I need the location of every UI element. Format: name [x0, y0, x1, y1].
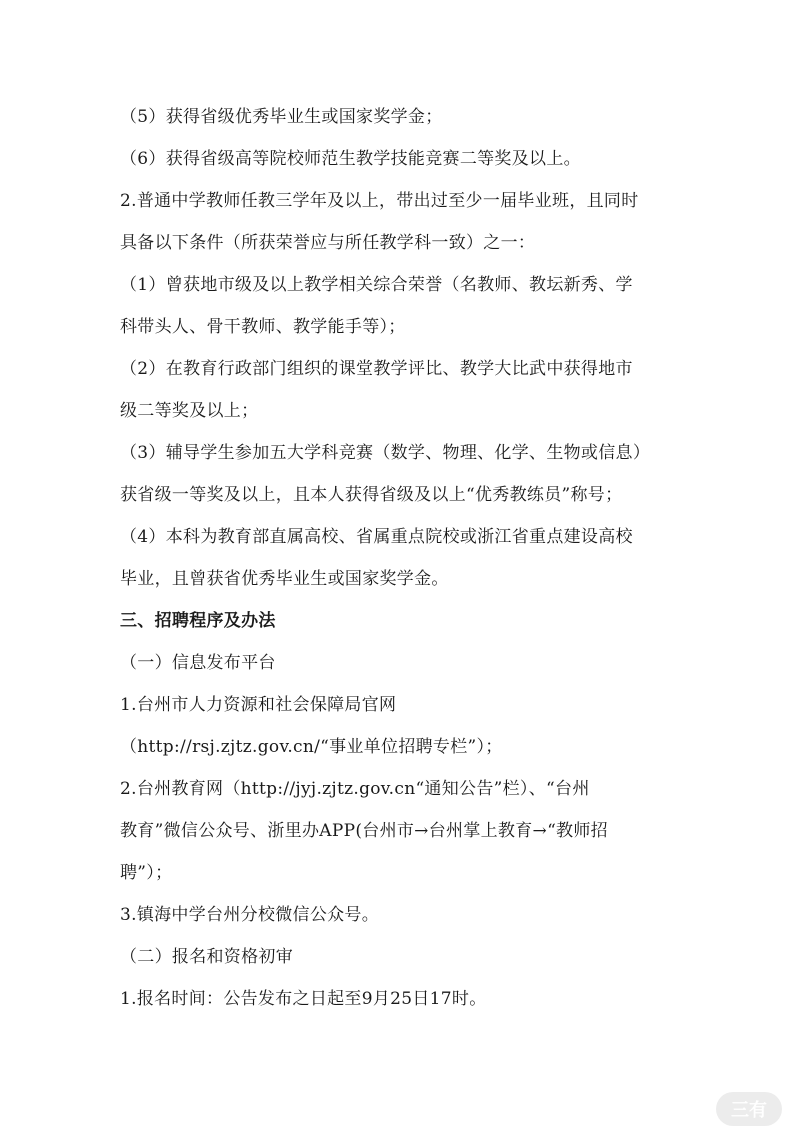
text-line: （6）获得省级高等院校师范生教学技能竞赛二等奖及以上。 — [120, 149, 581, 169]
text-line: 毕业，且曾获省优秀毕业生或国家奖学金。 — [120, 569, 449, 589]
text-line: （1）曾获地市级及以上教学相关综合荣誉（名教师、教坛新秀、学 — [120, 275, 633, 295]
text-line: （一）信息发布平台 — [120, 653, 276, 673]
text-line: 级二等奖及以上； — [120, 401, 259, 421]
section-heading: 三、招聘程序及办法 — [120, 611, 276, 631]
text-line: 具备以下条件（所获荣誉应与所任教学科一致）之一： — [120, 233, 536, 253]
text-line: 获省级一等奖及以上，且本人获得省级及以上“优秀教练员”称号； — [120, 485, 623, 505]
text-line: 科带头人、骨干教师、教学能手等）； — [120, 317, 406, 337]
text-line: （5）获得省级优秀毕业生或国家奖学金； — [120, 107, 443, 127]
text-line: （http://rsj.zjtz.gov.cn/“事业单位招聘专栏”）； — [120, 737, 503, 757]
text-line: （2）在教育行政部门组织的课堂教学评比、教学大比武中获得地市 — [120, 359, 633, 379]
text-line: （4）本科为教育部直属高校、省属重点院校或浙江省重点建设高校 — [120, 527, 633, 547]
text-line: 聘”）； — [120, 863, 173, 883]
text-line: 1.台州市人力资源和社会保障局官网 — [120, 695, 397, 715]
text-line: （3）辅导学生参加五大学科竞赛（数学、物理、化学、生物或信息） — [120, 443, 651, 463]
text-line: 2.普通中学教师任教三学年及以上，带出过至少一届毕业班，且同时 — [120, 191, 639, 211]
text-line: 3.镇海中学台州分校微信公众号。 — [120, 905, 380, 925]
text-line: 教育”微信公众号、浙里办APP(台州市→台州掌上教育→“教师招 — [120, 821, 608, 841]
text-line: 2.台州教育网（http://jyj.zjtz.gov.cn“通知公告”栏）、“台州 — [120, 779, 590, 799]
text-line: 1.报名时间：公告发布之日起至9月25日17时。 — [120, 989, 487, 1009]
text-line: （二）报名和资格初审 — [120, 947, 293, 967]
watermark-logo: 三有 — [716, 1092, 782, 1126]
